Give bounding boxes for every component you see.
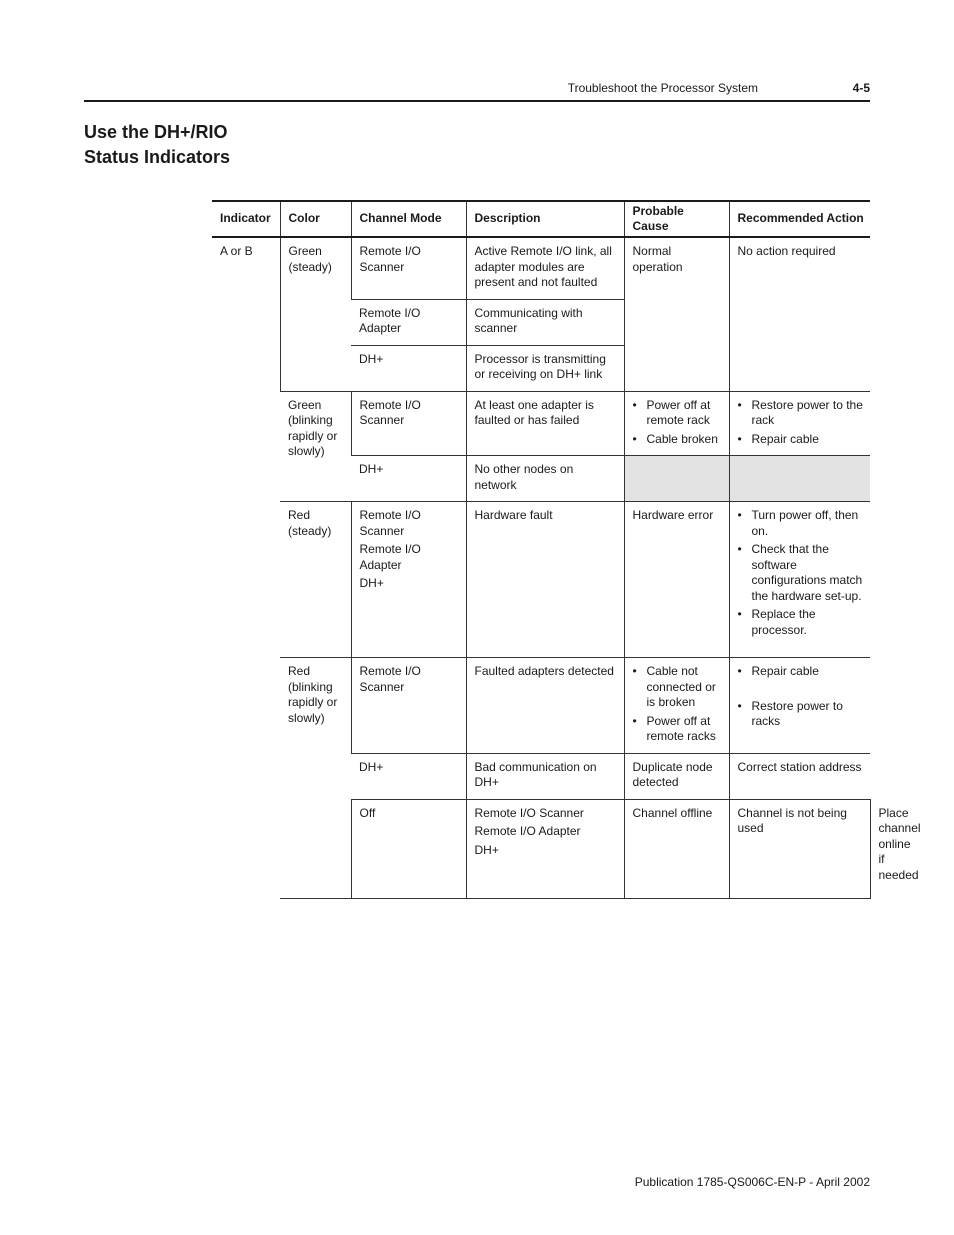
recommended-action-cell: Correct station address [729, 753, 870, 799]
recommended-action-cell: No action required [729, 237, 870, 391]
description-cell: Active Remote I/O link, all adapter modules are present and not faulted [466, 237, 624, 299]
color-cell: Green (steady) [280, 237, 351, 391]
description-cell: Processor is transmitting or receiving on DH+ link [466, 345, 624, 391]
indicator-cell: A or B [212, 237, 280, 898]
recommended-action-cell [729, 391, 870, 456]
action-item: • Check that the software configurations match the hardware set-up. [738, 542, 865, 604]
table-row: Off Remote I/O Scanner Remote I/O Adapter DH+ Channel offline Channel is not being used Place channel online if needed [212, 799, 870, 898]
color-cell: Off [351, 799, 466, 898]
table-row [212, 391, 870, 456]
running-title: Troubleshoot the Processor System [567, 81, 758, 95]
status-indicator-table [212, 200, 921, 899]
section-title-line-1: Use the DH+/RIO [84, 122, 228, 142]
channel-mode-cell: DH+ [351, 345, 466, 391]
action-item: • Restore power to the rack [738, 398, 865, 429]
channel-mode-cell: Remote I/O Scanner [351, 658, 466, 754]
channel-mode-cell: Remote I/O Adapter [351, 299, 466, 345]
recommended-action-cell [729, 502, 870, 658]
running-header [84, 80, 870, 102]
channel-mode-line: DH+ [474, 842, 499, 857]
probable-cause-cell: Normal operation [624, 237, 729, 391]
section-title [84, 120, 344, 170]
action-item: • Turn power off, then on. [738, 508, 865, 539]
cause-item: • Cable not connected or is broken [633, 664, 723, 711]
channel-mode-line: Remote I/O Adapter [359, 542, 421, 572]
table-row [212, 237, 870, 299]
action-item: • Repair cable [738, 664, 865, 680]
color-cell: Red (steady) [280, 502, 351, 658]
probable-cause-cell: Hardware error [624, 502, 729, 658]
action-item: • Restore power to racks [738, 699, 865, 730]
publication-footer: Publication 1785-QS006C-EN-P - April 2002 [634, 1175, 870, 1189]
description-cell: No other nodes on network [466, 456, 624, 502]
cause-item: • Power off at remote rack [633, 398, 723, 429]
description-cell: Channel offline [624, 799, 729, 898]
description-cell: Communicating with scanner [466, 299, 624, 345]
color-cell: Red (blinking rapidly or slowly) [280, 658, 351, 800]
recommended-action-cell [729, 658, 870, 754]
channel-mode-line: Remote I/O Adapter [474, 824, 581, 838]
channel-mode-cell [351, 502, 466, 658]
column-header-probable-cause: Probable Cause [624, 201, 729, 237]
channel-mode-cell: DH+ [351, 456, 466, 502]
column-header-indicator: Indicator [212, 201, 280, 237]
channel-mode-cell: Remote I/O Scanner [351, 391, 466, 456]
channel-mode-cell: Remote I/O Scanner [351, 237, 466, 299]
column-header-recommended-action: Recommended Action [729, 201, 870, 237]
empty-action-cell [729, 456, 870, 502]
table-row [212, 658, 870, 754]
probable-cause-cell: Channel is not being used [729, 799, 870, 898]
column-header-description: Description [466, 201, 624, 237]
section-title-line-2: Status Indicators [84, 147, 231, 167]
color-cell: Green (blinking rapidly or slowly) [280, 391, 351, 502]
description-cell: At least one adapter is faulted or has failed [466, 391, 624, 456]
empty-cause-cell [624, 456, 729, 502]
probable-cause-cell: Duplicate node detected [624, 753, 729, 799]
channel-mode-cell [466, 799, 624, 898]
channel-mode-line: DH+ [359, 576, 384, 590]
channel-mode-line: Remote I/O Scanner [474, 805, 584, 820]
channel-mode-line: Remote I/O Scanner [359, 508, 421, 538]
channel-mode-cell: DH+ [351, 753, 466, 799]
description-cell: Bad communication on DH+ [466, 753, 624, 799]
column-header-color: Color [280, 201, 351, 237]
column-header-channel-mode: Channel Mode [351, 201, 466, 237]
indicator-continuation-cell [280, 799, 351, 898]
probable-cause-cell [624, 391, 729, 456]
description-cell: Faulted adapters detected [466, 658, 624, 754]
probable-cause-cell [624, 658, 729, 754]
table-header-row [212, 201, 870, 237]
action-item: • Repair cable [738, 432, 865, 448]
description-cell: Hardware fault [466, 502, 624, 658]
cause-item: • Power off at remote racks [633, 714, 723, 745]
action-item: • Replace the processor. [738, 607, 865, 638]
cause-item: • Cable broken [633, 432, 723, 448]
page-number: 4-5 [852, 81, 870, 95]
table-row [212, 502, 870, 658]
